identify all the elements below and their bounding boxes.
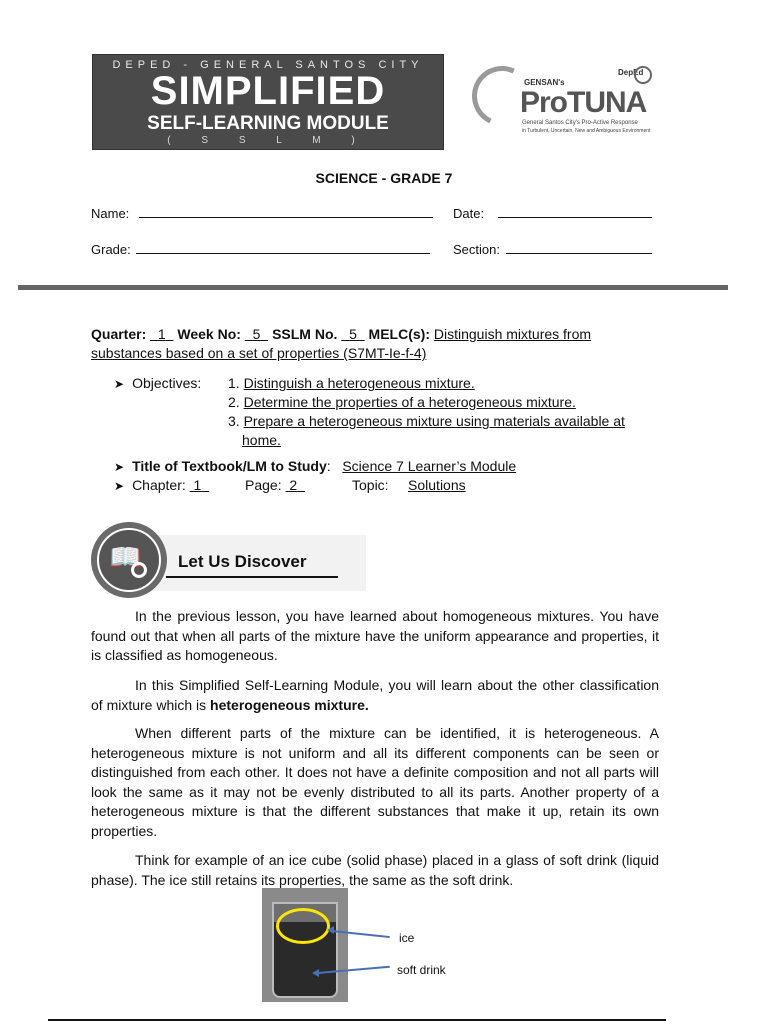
paragraph-2: In this Simplified Self-Learning Module, you will learn about the other classification of mixture which is heterogeneous mixture. bbox=[91, 677, 659, 713]
section-line[interactable] bbox=[506, 242, 652, 254]
objective-item: 2. Determine the properties of a heterogeneous mixture. bbox=[228, 394, 576, 410]
module-info bbox=[91, 325, 661, 363]
topic-label: Topic: bbox=[352, 477, 389, 493]
section-field[interactable] bbox=[453, 242, 652, 257]
ice-highlight-circle bbox=[276, 908, 330, 944]
page-label: Page: bbox=[245, 477, 282, 493]
paragraph-1: In the previous lesson, you have learned about homogeneous mixtures. You have found out that when all parts of the mixture have the uniform appearance and properties, it is classified as homogeneous. bbox=[91, 608, 659, 663]
melc-text-a: Distinguish mixtures from bbox=[433, 326, 592, 342]
bullet-arrow-icon: ➤ bbox=[114, 479, 125, 493]
section-title-underline bbox=[166, 576, 338, 578]
page-value: 2 bbox=[289, 477, 298, 493]
sslm-banner bbox=[92, 54, 444, 150]
chapter-value: 1 bbox=[193, 477, 202, 493]
chapter-label: Chapter: bbox=[132, 477, 186, 493]
objectives-label: Objectives: bbox=[132, 375, 202, 391]
banner-title: SIMPLIFIED bbox=[150, 69, 386, 113]
bullet-arrow-icon: ➤ bbox=[114, 377, 125, 391]
page-ref bbox=[245, 476, 305, 495]
soft-drink-photo bbox=[262, 888, 348, 1002]
objectives-bullet bbox=[114, 374, 201, 394]
section-label: Section: bbox=[453, 242, 500, 257]
topic-value: Solutions bbox=[408, 477, 466, 493]
objective-item: 1. Distinguish a heterogeneous mixture. bbox=[228, 375, 475, 391]
footer-divider bbox=[48, 1019, 666, 1021]
sslm-value: 5 bbox=[349, 326, 357, 342]
grade-label: Grade: bbox=[91, 242, 131, 257]
melc-text-b: substances based on a set of properties (S7MT-Ie-f-4) bbox=[91, 345, 427, 361]
logo-deped: DepEd bbox=[618, 68, 644, 77]
textbook-bullet: ➤ Title of Textbook/LM to Study: Science 7 Learner’s Module bbox=[114, 458, 517, 474]
banner-division: DEPED - GENERAL SANTOS CITY bbox=[112, 59, 424, 71]
objective-item: 3. Prepare a heterogeneous mixture using materials available at bbox=[228, 413, 625, 429]
sslm-label: SSLM No. bbox=[272, 326, 338, 342]
section-title: Let Us Discover bbox=[178, 552, 307, 571]
header-divider bbox=[18, 285, 728, 290]
name-field[interactable] bbox=[91, 206, 433, 221]
topic-ref bbox=[352, 476, 466, 495]
quarter-label: Quarter: bbox=[91, 326, 147, 342]
paragraph-3: When different parts of the mixture can be identified, it is heterogeneous. A heterogeneous mixture is not uniform and all its different components can be seen or distinguished from each other. It does not have a definite composition and not all parts will look the same as it may not be evenly distributed to all its parts. Another property of a heterogeneous mixture is that the different substances that make it up, retain its own properties. bbox=[91, 725, 659, 839]
melc-label: MELC(s): bbox=[368, 326, 430, 342]
week-value: 5 bbox=[252, 326, 261, 342]
soft-drink-arrow-head-icon bbox=[312, 969, 319, 977]
logo-tagline-1: General Santos City's Pro-Active Response bbox=[522, 120, 638, 126]
date-field[interactable] bbox=[453, 206, 652, 221]
quarter-value: 1 bbox=[157, 326, 166, 342]
chapter-bullet bbox=[114, 476, 209, 496]
banner-abbrev: ( S S L M ) bbox=[167, 135, 369, 146]
name-label: Name: bbox=[91, 206, 130, 221]
name-line[interactable] bbox=[139, 206, 433, 218]
protuna-logo bbox=[472, 56, 658, 146]
discover-book-icon: 📖 bbox=[91, 522, 167, 598]
date-label: Date: bbox=[453, 206, 485, 221]
date-line[interactable] bbox=[498, 206, 652, 218]
banner-subtitle: SELF-LEARNING MODULE bbox=[147, 113, 389, 134]
grade-line[interactable] bbox=[136, 242, 430, 254]
ice-label: ice bbox=[399, 931, 415, 945]
logo-tagline-2: in Turbulent, Uncertain, New and Ambiguous Environment bbox=[522, 128, 651, 134]
textbook-label: Title of Textbook/LM to Study bbox=[132, 458, 327, 474]
logo-gensan: GENSAN's bbox=[524, 78, 565, 87]
page-title: SCIENCE - GRADE 7 bbox=[315, 170, 453, 186]
paragraph-4: Think for example of an ice cube (solid phase) placed in a glass of soft drink (liquid phase). The ice still retains its properties, the same as the soft drink. bbox=[91, 852, 659, 888]
deped-seal-icon bbox=[634, 66, 652, 84]
soft-drink-label: soft drink bbox=[397, 963, 446, 977]
objective-item: home. bbox=[242, 432, 281, 448]
ice-arrow-head-icon bbox=[327, 926, 334, 934]
logo-name: ProTUNA bbox=[520, 86, 647, 119]
textbook-value: Science 7 Learner’s Module bbox=[342, 458, 517, 474]
grade-field[interactable] bbox=[91, 242, 430, 257]
week-label: Week No: bbox=[177, 326, 241, 342]
bullet-arrow-icon: ➤ bbox=[114, 460, 125, 474]
